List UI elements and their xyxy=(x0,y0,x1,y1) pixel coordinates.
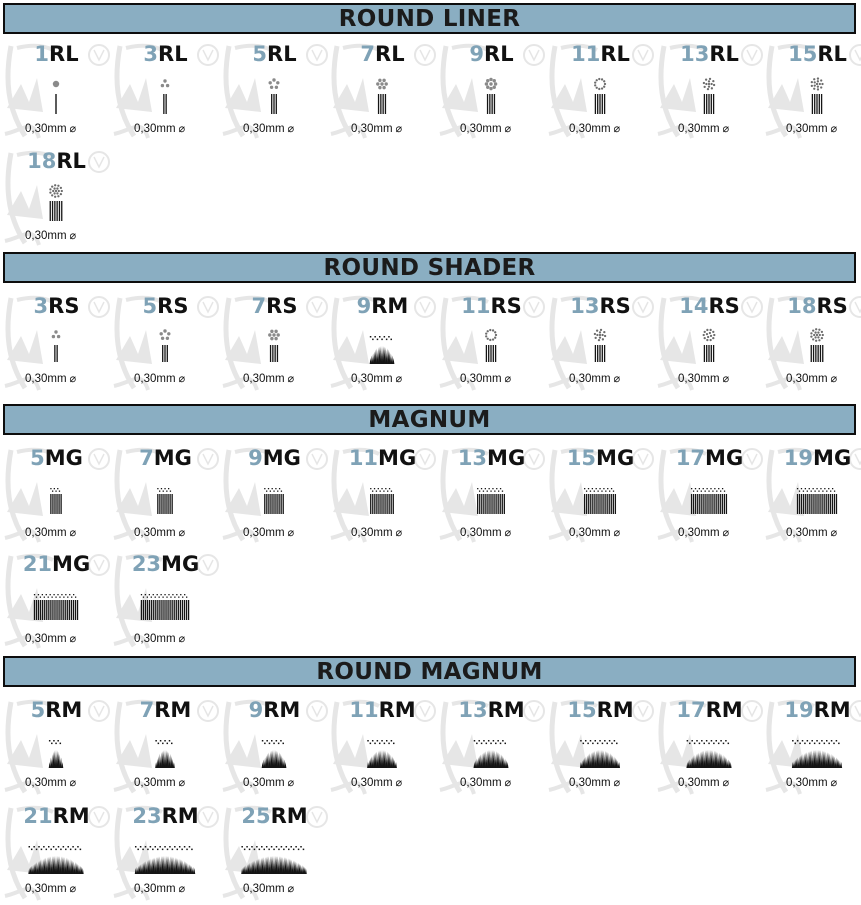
needle-count: 14 xyxy=(679,294,709,318)
needle-diameter xyxy=(243,526,294,539)
needle-count: 9 xyxy=(356,294,372,318)
needle-card xyxy=(656,290,763,395)
needle-count: 15 xyxy=(788,42,818,66)
diameter-icon: ⌀ xyxy=(287,123,295,135)
needle-card xyxy=(3,800,110,905)
diameter-icon: ⌀ xyxy=(395,123,403,135)
needle-count: 3 xyxy=(143,42,159,66)
diameter-value: 0,30mm xyxy=(25,123,67,135)
needle-diameter xyxy=(460,776,511,789)
needle-diameter xyxy=(569,372,620,385)
diameter-value: 0,30mm xyxy=(351,777,393,789)
needle-card xyxy=(438,290,545,395)
needle-count: 7 xyxy=(251,294,267,318)
needle-diameter xyxy=(243,882,294,895)
diameter-value: 0,30mm xyxy=(134,123,176,135)
needle-count: 7 xyxy=(360,42,376,66)
needle-card xyxy=(112,694,219,799)
needle-count: 13 xyxy=(457,446,488,470)
diameter-value: 0,30mm xyxy=(786,527,828,539)
diameter-icon: ⌀ xyxy=(613,123,621,135)
diameter-value: 0,30mm xyxy=(134,633,176,645)
needle-count: 11 xyxy=(461,294,491,318)
needle-type: MG xyxy=(378,446,417,470)
needle-diameter xyxy=(134,776,185,789)
needle-diameter xyxy=(243,372,294,385)
needle-count: 9 xyxy=(469,42,485,66)
needle-card xyxy=(221,800,328,905)
needle-card xyxy=(3,38,110,143)
needle-type: RS xyxy=(48,294,80,318)
diameter-value: 0,30mm xyxy=(460,777,502,789)
needle-diameter xyxy=(678,122,729,135)
diameter-icon: ⌀ xyxy=(69,123,77,135)
diameter-icon: ⌀ xyxy=(395,527,403,539)
needle-type: RL xyxy=(817,42,847,66)
diameter-icon: ⌀ xyxy=(722,123,730,135)
diameter-icon: ⌀ xyxy=(613,373,621,385)
needle-count: 5 xyxy=(30,698,46,722)
needle-diameter xyxy=(25,776,76,789)
needle-card xyxy=(3,548,110,653)
diameter-value: 0,30mm xyxy=(678,527,720,539)
needle-type: RM xyxy=(270,804,308,828)
diameter-value: 0,30mm xyxy=(351,527,393,539)
needle-diameter xyxy=(243,122,294,135)
needle-diameter xyxy=(25,122,76,135)
needle-diameter xyxy=(25,632,76,645)
diameter-icon: ⌀ xyxy=(69,373,77,385)
diameter-icon: ⌀ xyxy=(287,777,295,789)
needle-type: RL xyxy=(158,42,188,66)
needle-diameter xyxy=(134,632,185,645)
needle-count: 17 xyxy=(676,698,706,722)
needle-count: 7 xyxy=(139,446,154,470)
section-banner-round-magnum xyxy=(3,656,856,687)
needle-type: RM xyxy=(705,698,743,722)
diameter-value: 0,30mm xyxy=(243,527,285,539)
diameter-icon: ⌀ xyxy=(504,123,512,135)
diameter-value: 0,30mm xyxy=(786,123,828,135)
diameter-value: 0,30mm xyxy=(25,883,67,895)
needle-type: RM xyxy=(813,698,851,722)
needle-card xyxy=(764,694,861,799)
needle-card xyxy=(438,38,545,143)
needle-type: RS xyxy=(266,294,298,318)
needle-card xyxy=(112,800,219,905)
needle-type: RM xyxy=(487,698,525,722)
needle-type: RM xyxy=(378,698,416,722)
diameter-icon: ⌀ xyxy=(830,777,838,789)
needle-diameter xyxy=(351,372,402,385)
needle-count: 17 xyxy=(675,446,706,470)
needle-count: 18 xyxy=(787,294,817,318)
diameter-icon: ⌀ xyxy=(178,633,186,645)
section-title: MAGNUM xyxy=(368,406,491,433)
needle-type: RM xyxy=(371,294,409,318)
needle-diameter xyxy=(134,526,185,539)
needle-type: MG xyxy=(52,552,91,576)
needle-type: RS xyxy=(708,294,740,318)
diameter-value: 0,30mm xyxy=(134,883,176,895)
diameter-icon: ⌀ xyxy=(69,633,77,645)
needle-card xyxy=(438,442,545,547)
diameter-value: 0,30mm xyxy=(25,777,67,789)
diameter-icon: ⌀ xyxy=(69,777,77,789)
section-banner-round-shader xyxy=(3,252,856,283)
diameter-value: 0,30mm xyxy=(678,373,720,385)
needle-diameter xyxy=(678,526,729,539)
section-title: ROUND SHADER xyxy=(323,254,536,281)
section-banner-magnum xyxy=(3,404,856,435)
needle-count: 11 xyxy=(349,698,379,722)
diameter-icon: ⌀ xyxy=(613,777,621,789)
needle-count: 21 xyxy=(22,552,53,576)
needle-type: RL xyxy=(49,42,79,66)
needle-type: MG xyxy=(161,552,200,576)
needle-card xyxy=(329,694,436,799)
needle-type: RL xyxy=(267,42,297,66)
diameter-value: 0,30mm xyxy=(25,373,67,385)
diameter-icon: ⌀ xyxy=(722,373,730,385)
diameter-value: 0,30mm xyxy=(243,777,285,789)
diameter-value: 0,30mm xyxy=(134,373,176,385)
diameter-value: 0,30mm xyxy=(351,123,393,135)
diameter-value: 0,30mm xyxy=(25,230,67,242)
needle-count: 5 xyxy=(30,446,45,470)
needle-diameter xyxy=(569,122,620,135)
diameter-icon: ⌀ xyxy=(178,123,186,135)
diameter-icon: ⌀ xyxy=(613,527,621,539)
needle-diameter xyxy=(134,122,185,135)
needle-diameter xyxy=(786,526,837,539)
diameter-icon: ⌀ xyxy=(178,777,186,789)
diameter-value: 0,30mm xyxy=(786,373,828,385)
needle-type: RM xyxy=(263,698,301,722)
needle-card xyxy=(656,694,763,799)
diameter-value: 0,30mm xyxy=(243,123,285,135)
diameter-value: 0,30mm xyxy=(351,373,393,385)
diameter-value: 0,30mm xyxy=(569,777,611,789)
diameter-icon: ⌀ xyxy=(504,373,512,385)
needle-type: RM xyxy=(161,804,199,828)
diameter-icon: ⌀ xyxy=(504,777,512,789)
needle-card xyxy=(112,548,219,653)
needle-diameter xyxy=(351,526,402,539)
diameter-value: 0,30mm xyxy=(678,123,720,135)
needle-diameter xyxy=(25,882,76,895)
diameter-icon: ⌀ xyxy=(287,373,295,385)
needle-card xyxy=(221,38,328,143)
needle-count: 11 xyxy=(571,42,601,66)
diameter-value: 0,30mm xyxy=(678,777,720,789)
needle-card xyxy=(329,290,436,395)
needle-type: RL xyxy=(600,42,630,66)
needle-diameter xyxy=(678,776,729,789)
needle-type: RL xyxy=(56,149,86,173)
needle-type: RL xyxy=(375,42,405,66)
needle-count: 5 xyxy=(142,294,158,318)
needle-diameter xyxy=(678,372,729,385)
needle-count: 9 xyxy=(248,698,264,722)
needle-type: MG xyxy=(813,446,852,470)
needle-count: 19 xyxy=(784,698,814,722)
needle-type: RM xyxy=(154,698,192,722)
diameter-value: 0,30mm xyxy=(460,527,502,539)
needle-diameter xyxy=(243,776,294,789)
diameter-value: 0,30mm xyxy=(243,373,285,385)
needle-type: MG xyxy=(596,446,635,470)
diameter-icon: ⌀ xyxy=(287,527,295,539)
needle-type: MG xyxy=(262,446,301,470)
diameter-icon: ⌀ xyxy=(178,527,186,539)
section-banner-round-liner xyxy=(3,3,856,34)
needle-card xyxy=(764,290,861,395)
needle-card xyxy=(221,442,328,547)
needle-card xyxy=(112,38,219,143)
needle-card xyxy=(3,442,110,547)
diameter-icon: ⌀ xyxy=(722,527,730,539)
diameter-value: 0,30mm xyxy=(25,633,67,645)
needle-count: 18 xyxy=(27,149,57,173)
needle-card xyxy=(547,290,654,395)
diameter-icon: ⌀ xyxy=(69,883,77,895)
diameter-value: 0,30mm xyxy=(134,777,176,789)
section-title: ROUND MAGNUM xyxy=(316,658,543,685)
diameter-value: 0,30mm xyxy=(460,123,502,135)
diameter-icon: ⌀ xyxy=(722,777,730,789)
needle-count: 9 xyxy=(248,446,263,470)
needle-diameter xyxy=(569,776,620,789)
diameter-value: 0,30mm xyxy=(569,527,611,539)
needle-card xyxy=(547,694,654,799)
needle-card xyxy=(764,38,861,143)
needle-count: 13 xyxy=(458,698,488,722)
needle-card xyxy=(221,290,328,395)
diameter-icon: ⌀ xyxy=(395,777,403,789)
needle-type: RL xyxy=(709,42,739,66)
needle-type: RM xyxy=(52,804,90,828)
needle-card xyxy=(656,38,763,143)
diameter-icon: ⌀ xyxy=(287,883,295,895)
needle-type: RS xyxy=(816,294,848,318)
needle-diameter xyxy=(134,882,185,895)
diameter-icon: ⌀ xyxy=(830,123,838,135)
needle-card xyxy=(3,694,110,799)
diameter-value: 0,30mm xyxy=(569,373,611,385)
needle-diameter xyxy=(786,776,837,789)
diameter-value: 0,30mm xyxy=(460,373,502,385)
needle-diameter xyxy=(569,526,620,539)
needle-card xyxy=(547,38,654,143)
needle-diameter xyxy=(786,122,837,135)
needle-type: MG xyxy=(44,446,83,470)
needle-count: 5 xyxy=(252,42,268,66)
needle-diameter xyxy=(134,372,185,385)
diameter-icon: ⌀ xyxy=(69,230,77,242)
diameter-icon: ⌀ xyxy=(504,527,512,539)
needle-card xyxy=(221,694,328,799)
needle-type: MG xyxy=(487,446,526,470)
needle-count: 19 xyxy=(783,446,814,470)
needle-count: 13 xyxy=(570,294,600,318)
needle-type: RL xyxy=(484,42,514,66)
diameter-icon: ⌀ xyxy=(830,527,838,539)
needle-card xyxy=(3,290,110,395)
needle-diameter xyxy=(460,372,511,385)
needle-type: RS xyxy=(157,294,189,318)
needle-diameter xyxy=(786,372,837,385)
needle-count: 23 xyxy=(131,552,162,576)
needle-card xyxy=(329,38,436,143)
needle-type: MG xyxy=(705,446,744,470)
diameter-icon: ⌀ xyxy=(395,373,403,385)
needle-count: 7 xyxy=(139,698,155,722)
needle-count: 21 xyxy=(23,804,53,828)
needle-count: 15 xyxy=(567,698,597,722)
diameter-value: 0,30mm xyxy=(569,123,611,135)
section-title: ROUND LINER xyxy=(338,5,521,32)
needle-diameter xyxy=(460,122,511,135)
needle-count: 23 xyxy=(132,804,162,828)
needle-count: 25 xyxy=(241,804,271,828)
needle-diameter xyxy=(351,776,402,789)
diameter-icon: ⌀ xyxy=(69,527,77,539)
needle-card xyxy=(112,290,219,395)
needle-count: 13 xyxy=(680,42,710,66)
needle-card xyxy=(112,442,219,547)
needle-type: RM xyxy=(45,698,83,722)
diameter-icon: ⌀ xyxy=(830,373,838,385)
needle-card xyxy=(764,442,861,547)
needle-diameter xyxy=(25,229,76,242)
needle-diameter xyxy=(460,526,511,539)
diameter-value: 0,30mm xyxy=(243,883,285,895)
needle-diameter xyxy=(351,122,402,135)
diameter-value: 0,30mm xyxy=(786,777,828,789)
needle-diameter xyxy=(25,372,76,385)
needle-type: MG xyxy=(153,446,192,470)
needle-card xyxy=(547,442,654,547)
diameter-value: 0,30mm xyxy=(25,527,67,539)
needle-type: RM xyxy=(596,698,634,722)
diameter-icon: ⌀ xyxy=(178,373,186,385)
needle-count: 15 xyxy=(566,446,597,470)
needle-count: 3 xyxy=(33,294,49,318)
needle-diameter xyxy=(25,526,76,539)
needle-card xyxy=(3,145,110,250)
needle-type: RS xyxy=(599,294,631,318)
needle-count: 1 xyxy=(34,42,50,66)
needle-type: RS xyxy=(490,294,522,318)
diameter-icon: ⌀ xyxy=(178,883,186,895)
needle-card xyxy=(656,442,763,547)
needle-card xyxy=(438,694,545,799)
needle-card xyxy=(329,442,436,547)
needle-count: 11 xyxy=(348,446,379,470)
diameter-value: 0,30mm xyxy=(134,527,176,539)
